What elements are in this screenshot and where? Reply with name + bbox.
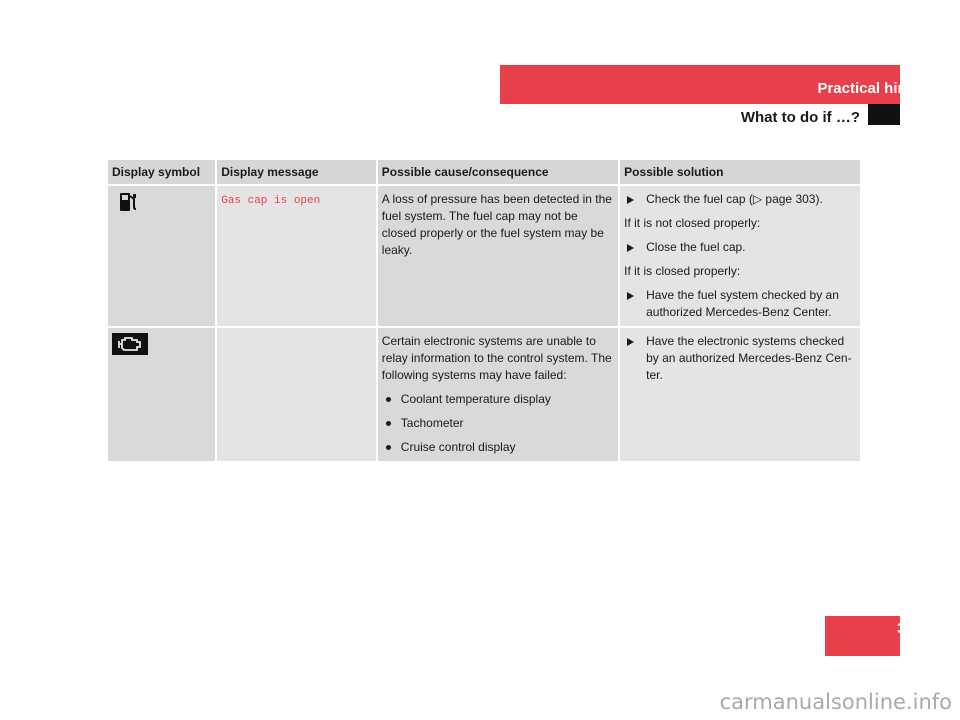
solution-step-text: Check the fuel cap (▷ page 303).: [646, 192, 823, 206]
engine-icon: [112, 333, 148, 355]
section-title: Practical hints: [817, 80, 920, 97]
page-number: 383: [896, 620, 922, 637]
table-row: [108, 327, 860, 461]
solution-step-text: Close the fuel cap.: [646, 240, 746, 254]
step-arrow-icon: [627, 338, 634, 346]
message-cell: [216, 185, 377, 327]
display-messages-table: [108, 160, 860, 461]
failed-system-label: Cruise control display: [400, 440, 516, 454]
bullet-icon: [386, 397, 391, 402]
list-item: [624, 239, 856, 256]
step-arrow-icon: [627, 292, 634, 300]
step-arrow-icon: [627, 196, 634, 204]
step-arrow-icon: [627, 244, 634, 252]
cause-cell: [377, 327, 619, 461]
fuel-pump-icon: [112, 191, 148, 213]
cause-intro: Certain electronic systems are unable to relay information to the control system. The following systems may have failed:: [381, 334, 612, 382]
message-cell: [216, 327, 377, 461]
solution-cell: [619, 185, 860, 327]
solution-cell: [619, 327, 860, 461]
table-header-row: [108, 160, 860, 185]
bullet-icon: [386, 421, 391, 426]
symbol-cell: [108, 327, 216, 461]
table-row: [108, 185, 860, 327]
failed-system-label: Tachometer: [400, 416, 464, 430]
col-header-message: Display message: [216, 160, 377, 185]
solution-step-text: Have the fuel system checked by an authorized Mercedes-Benz Center.: [646, 288, 839, 319]
solution-condition: If it is not closed properly:: [624, 216, 761, 230]
cause-cell: A loss of pressure has been detected in the fuel system. The fuel cap may not be closed properly or the fuel system may be leaky.: [377, 185, 619, 327]
col-header-symbol: Display symbol: [108, 160, 216, 185]
bullet-icon: [386, 445, 391, 450]
solution-condition: If it is closed properly:: [624, 264, 741, 278]
failed-system-label: Coolant temperature display: [400, 392, 551, 406]
header-marker: [868, 104, 900, 125]
list-item: [624, 287, 856, 321]
watermark: carmanualsonline.info: [719, 690, 952, 714]
list-item: [382, 439, 614, 456]
list-item: [624, 333, 856, 384]
list-item: [624, 191, 856, 208]
display-message-text: Gas cap is open: [221, 195, 321, 207]
col-header-cause: Possible cause/consequence: [377, 160, 619, 185]
page-number-band: [825, 616, 900, 656]
list-item: [382, 391, 614, 408]
col-header-solution: Possible solution: [619, 160, 860, 185]
list-item: [382, 415, 614, 432]
symbol-cell: [108, 185, 216, 327]
section-subtitle: What to do if …?: [740, 109, 860, 126]
solution-step-text: Have the electronic systems checked by an authorized Mercedes-Benz Cen-ter.: [646, 334, 852, 382]
